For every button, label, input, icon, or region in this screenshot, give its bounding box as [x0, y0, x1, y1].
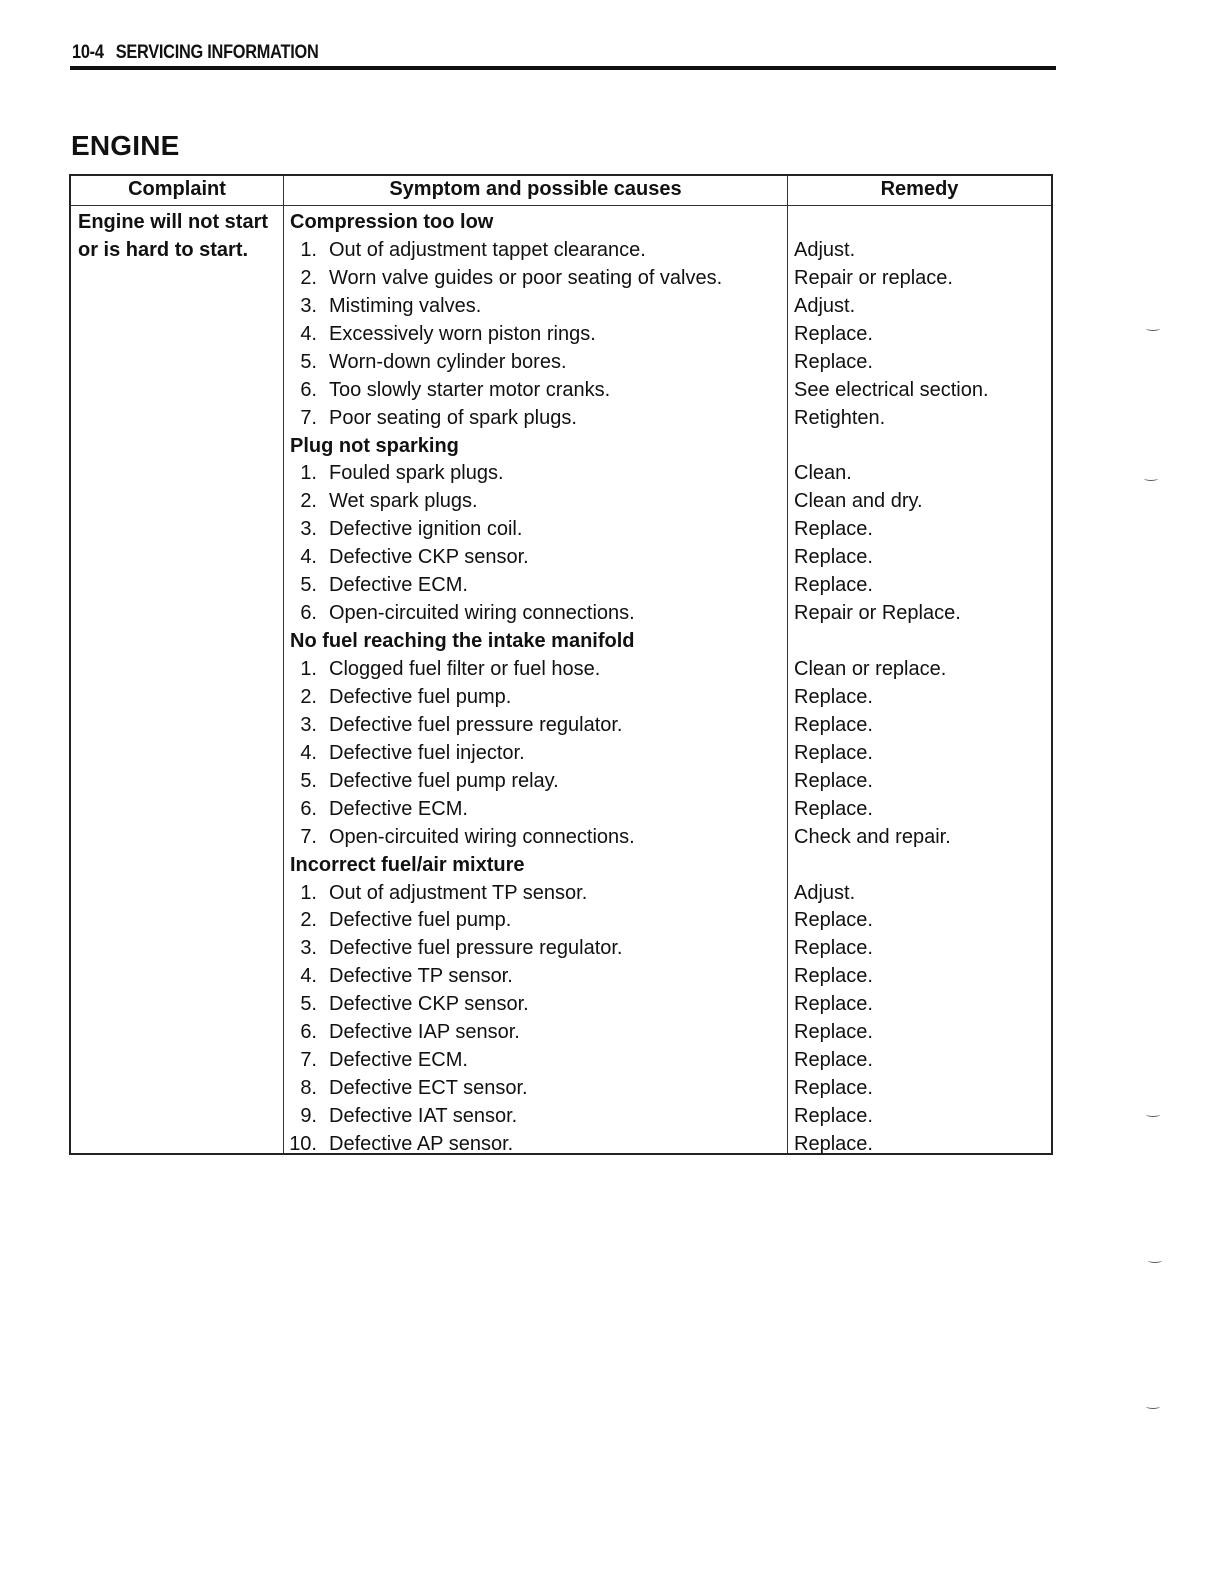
- cause-text: Out of adjustment TP sensor.: [329, 881, 588, 904]
- remedy-text: Replace.: [794, 1021, 873, 1044]
- margin-mark: [1146, 1404, 1160, 1409]
- table-row: [71, 823, 1051, 851]
- complaint-line: Engine will not start: [78, 211, 269, 233]
- cause-number: 10.: [289, 1132, 317, 1155]
- remedy-text: Replace.: [794, 769, 873, 792]
- table-row: [71, 1074, 1051, 1102]
- cause-text: Out of adjustment tappet clearance.: [329, 238, 646, 261]
- cause-text: Defective fuel injector.: [329, 741, 525, 764]
- table-row: [71, 683, 1051, 711]
- cause-number: 7.: [300, 825, 317, 848]
- cause-text: Defective CKP sensor.: [329, 546, 529, 569]
- remedy-text: Replace.: [794, 741, 873, 764]
- cause-text: Defective TP sensor.: [329, 965, 513, 988]
- running-head: [72, 42, 318, 64]
- cause-number: 1.: [300, 462, 317, 485]
- cause-number: 4.: [300, 546, 317, 569]
- remedy-text: Replace.: [794, 685, 873, 708]
- cause-text: Open-circuited wiring connections.: [329, 602, 635, 625]
- remedy-text: See electrical section.: [794, 378, 989, 401]
- cause-number: 5.: [300, 574, 317, 597]
- complaint-line: or is hard to start.: [78, 239, 249, 261]
- cause-text: Defective IAT sensor.: [329, 1105, 518, 1127]
- cause-text: Too slowly starter motor cranks.: [329, 378, 611, 401]
- cause-number: 3.: [300, 937, 317, 960]
- cause-text: Defective ECM.: [329, 797, 468, 820]
- table-row: [71, 543, 1051, 571]
- symptom-group-heading: Compression too low: [290, 211, 494, 233]
- symptom-group-heading: Plug not sparking: [290, 434, 459, 457]
- cause-number: 2.: [300, 685, 317, 708]
- symptom-group-heading: No fuel reaching the intake manifold: [290, 630, 635, 653]
- cause-text: Open-circuited wiring connections.: [329, 825, 635, 848]
- cause-text: Defective fuel pump.: [329, 685, 512, 708]
- cause-text: Worn-down cylinder bores.: [329, 350, 567, 373]
- table-row: [71, 739, 1051, 767]
- cause-number: 3.: [300, 713, 317, 736]
- remedy-text: Replace.: [794, 1105, 873, 1127]
- margin-mark: [1148, 1258, 1162, 1263]
- table-row: [71, 655, 1051, 683]
- cause-number: 1.: [300, 238, 317, 261]
- table-row: [71, 1130, 1051, 1158]
- page-number: 10-4: [72, 42, 104, 63]
- remedy-text: Retighten.: [794, 406, 886, 429]
- table-row: [71, 320, 1051, 348]
- cause-number: 6.: [300, 378, 317, 401]
- cause-number: 8.: [300, 1077, 317, 1100]
- column-header-symptom: Symptom and possible causes: [389, 178, 682, 200]
- cause-number: 5.: [300, 993, 317, 1016]
- table-row: [71, 459, 1051, 487]
- cause-text: Defective ECM.: [329, 1049, 468, 1072]
- remedy-text: Repair or Replace.: [794, 602, 961, 625]
- margin-mark: [1144, 476, 1158, 481]
- cause-number: 5.: [300, 769, 317, 792]
- cause-number: 4.: [300, 322, 317, 345]
- remedy-text: Replace.: [794, 797, 873, 820]
- cause-number: 1.: [300, 881, 317, 904]
- table-row: [71, 1018, 1051, 1046]
- remedy-text: Adjust.: [794, 881, 856, 904]
- cause-text: Defective ignition coil.: [329, 518, 523, 541]
- cause-number: 9.: [300, 1105, 317, 1127]
- table-row: [71, 292, 1051, 320]
- cause-number: 6.: [300, 1021, 317, 1044]
- table-row: [71, 711, 1051, 739]
- cause-text: Defective AP sensor.: [329, 1132, 514, 1155]
- remedy-text: Replace.: [794, 322, 873, 345]
- remedy-text: Clean and dry.: [794, 490, 923, 513]
- remedy-text: Clean.: [794, 462, 852, 485]
- remedy-text: Replace.: [794, 1049, 873, 1072]
- table-row: [71, 236, 1051, 264]
- table-row: [71, 962, 1051, 990]
- table-row: [71, 795, 1051, 823]
- column-header-remedy: Remedy: [880, 178, 959, 200]
- section-title: ENGINE: [71, 130, 180, 161]
- cause-number: 3.: [300, 518, 317, 541]
- group-row: [71, 208, 1051, 236]
- remedy-text: Replace.: [794, 574, 873, 597]
- symptom-group-heading: Incorrect fuel/air mixture: [290, 853, 525, 876]
- remedy-text: Replace.: [794, 546, 873, 569]
- remedy-text: Clean or replace.: [794, 658, 947, 680]
- table-row: [71, 1102, 1051, 1130]
- cause-number: 4.: [300, 741, 317, 764]
- table-row: [71, 571, 1051, 599]
- cause-number: 3.: [300, 294, 317, 317]
- header-rule: [70, 66, 1056, 70]
- table-row: [71, 767, 1051, 795]
- margin-mark: [1146, 1112, 1160, 1117]
- table-row: [71, 879, 1051, 907]
- remedy-text: Adjust.: [794, 294, 856, 317]
- table-row: [71, 515, 1051, 543]
- cause-number: 2.: [300, 909, 317, 932]
- cause-text: Defective CKP sensor.: [329, 993, 529, 1016]
- remedy-text: Replace.: [794, 1132, 873, 1155]
- remedy-text: Repair or replace.: [794, 266, 953, 289]
- cause-text: Excessively worn piston rings.: [329, 322, 596, 345]
- cause-text: Mistiming valves.: [329, 294, 482, 317]
- cause-text: Fouled spark plugs.: [329, 462, 504, 485]
- table-row: [71, 1046, 1051, 1074]
- cause-text: Poor seating of spark plugs.: [329, 406, 577, 429]
- remedy-text: Adjust.: [794, 238, 856, 261]
- group-row: [71, 851, 1051, 879]
- cause-number: 7.: [300, 1049, 317, 1072]
- header-divider: [71, 205, 1051, 206]
- cause-number: 5.: [300, 350, 317, 373]
- table-row: [71, 934, 1051, 962]
- remedy-text: Replace.: [794, 1077, 873, 1100]
- cause-number: 7.: [300, 406, 317, 429]
- remedy-text: Replace.: [794, 937, 873, 960]
- column-header-complaint: Complaint: [128, 178, 226, 200]
- remedy-text: Replace.: [794, 965, 873, 988]
- cause-text: Defective fuel pressure regulator.: [329, 937, 623, 960]
- troubleshooting-table: [69, 174, 1053, 1155]
- remedy-text: Check and repair.: [794, 825, 951, 848]
- cause-text: Defective ECM.: [329, 574, 468, 597]
- cause-number: 6.: [300, 602, 317, 625]
- cause-number: 2.: [300, 490, 317, 513]
- remedy-text: Replace.: [794, 518, 873, 541]
- table-row: [71, 376, 1051, 404]
- cause-text: Worn valve guides or poor seating of valves.: [329, 266, 723, 289]
- cause-text: Defective fuel pump.: [329, 909, 512, 932]
- cause-text: Defective fuel pump relay.: [329, 769, 559, 792]
- table-row: [71, 348, 1051, 376]
- cause-number: 4.: [300, 965, 317, 988]
- table-row: [71, 599, 1051, 627]
- table-row: [71, 487, 1051, 515]
- cause-text: Defective IAP sensor.: [329, 1021, 520, 1044]
- margin-mark: [1146, 326, 1160, 331]
- group-row: [71, 627, 1051, 655]
- remedy-text: Replace.: [794, 909, 873, 932]
- cause-number: 2.: [300, 266, 317, 289]
- cause-number: 6.: [300, 797, 317, 820]
- cause-text: Wet spark plugs.: [329, 490, 478, 513]
- cause-text: Defective ECT sensor.: [329, 1077, 528, 1100]
- remedy-text: Replace.: [794, 350, 873, 373]
- cause-text: Clogged fuel filter or fuel hose.: [329, 658, 601, 680]
- table-row: [71, 264, 1051, 292]
- group-row: [71, 432, 1051, 460]
- table-row: [71, 404, 1051, 432]
- table-row: [71, 990, 1051, 1018]
- table-body: [71, 208, 1051, 1158]
- cause-text: Defective fuel pressure regulator.: [329, 713, 623, 736]
- section-name: SERVICING INFORMATION: [115, 42, 319, 63]
- cause-number: 1.: [300, 658, 317, 680]
- remedy-text: Replace.: [794, 993, 873, 1016]
- remedy-text: Replace.: [794, 713, 873, 736]
- table-row: [71, 906, 1051, 934]
